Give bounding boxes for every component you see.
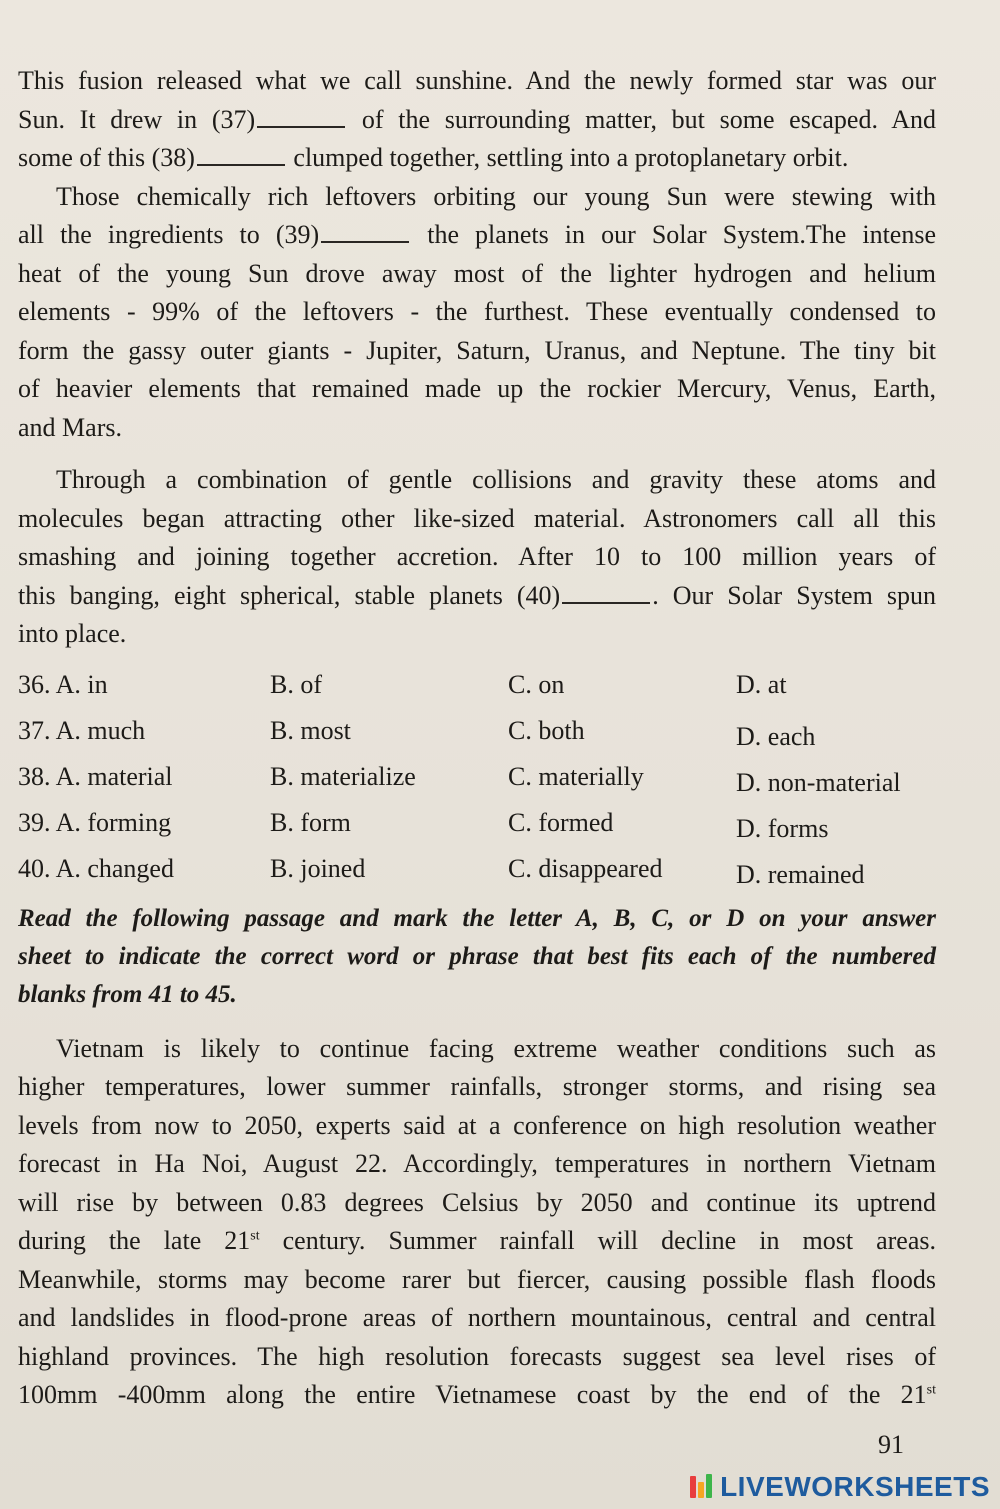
text-line: of heavier elements that remained made up the rockier Mercury, Venus, Earth, [18,374,936,403]
question-number: 36. [18,669,51,699]
text-segment: during the late 21 [18,1226,251,1255]
option-text: A. much [55,715,146,745]
text-line: levels from now to 2050, experts said at a conference on high resolution weather [18,1110,936,1140]
text-segment: of the surrounding matter, but some escaped. And [361,104,937,134]
text-line: This fusion released what we call sunshine. And the newly formed star was our [18,66,936,95]
spacer [18,447,936,461]
question-number: 37. [18,715,51,745]
option-c[interactable]: C. materially [508,761,644,791]
text-segment: century. Summer rainfall will decline in most areas. [259,1226,936,1255]
text-segment: Sun. It drew in (37) [18,104,256,134]
passage-paragraph-1 [18,62,936,178]
blank-38[interactable] [197,142,285,166]
text-line: into place. [18,619,127,648]
answer-options [18,666,936,896]
liveworksheets-logo-icon [690,1474,714,1500]
option-text: A. in [55,669,108,699]
text-line: sheet to indicate the correct word or phrase that best fits each of the numbered [18,942,936,970]
text-line: Read the following passage and mark the letter A, B, C, or D on your answer [18,904,936,932]
text-line: heat of the young Sun drove away most of the lighter hydrogen and helium [18,258,936,288]
option-a[interactable] [18,808,171,838]
text-line: Meanwhile, storms may become rarer but fiercer, causing possible flash floods [18,1264,936,1294]
text-line: Those chemically rich leftovers orbiting our young Sun were stewing with [56,181,936,211]
page-number: 91 [878,1430,904,1459]
option-d[interactable]: D. at [736,669,787,699]
option-b[interactable]: B. materialize [270,761,416,791]
superscript: st [926,1382,936,1398]
liveworksheets-logo[interactable] [690,1470,990,1504]
text-line: smashing and joining together accretion. After 10 to 100 million years of [18,542,936,571]
text-segment: . Our Solar System spun [652,580,936,610]
text-line: form the gassy outer giants - Jupiter, Saturn, Uranus, and Neptune. The tiny bit [18,335,936,365]
blank-39[interactable] [321,219,409,243]
text-line: forecast in Ha Noi, August 22. Accordingly, temperatures in northern Vietnam [18,1149,936,1178]
option-b[interactable]: B. joined [270,853,366,883]
instruction-text [18,900,936,1014]
option-d[interactable]: D. each [736,721,816,751]
option-a[interactable] [18,762,173,792]
option-d[interactable]: D. non-material [736,767,901,797]
option-b[interactable]: B. most [270,715,351,745]
blank-40[interactable] [562,580,650,604]
option-text: A. material [55,761,173,791]
blank-37[interactable] [257,104,345,128]
text-line: Vietnam is likely to continue facing extreme weather conditions such as [56,1033,936,1063]
text-line [18,577,936,616]
text-segment: 100mm -400mm along the entire Vietnamese coast by the end of the 21 [18,1380,927,1409]
text-line [18,101,936,140]
option-c[interactable]: C. disappeared [508,853,663,883]
text-line: highland provinces. The high resolution forecasts suggest sea level rises of [18,1341,936,1371]
question-number: 39. [18,807,51,837]
text-line [18,216,936,255]
option-a[interactable] [18,670,108,700]
logo-text: LIVEWORKSHEETS [720,1471,990,1502]
passage-2 [18,1030,936,1415]
option-a[interactable] [18,716,145,746]
text-segment: some of this (38) [18,143,195,172]
question-number: 38. [18,761,51,791]
question-row-37 [18,712,936,758]
text-line: Through a combination of gentle collisions and gravity these atoms and [56,465,936,494]
option-c[interactable]: C. both [508,715,585,745]
option-c[interactable]: C. on [508,669,565,699]
option-c[interactable]: C. formed [508,807,614,837]
option-text: A. changed [55,853,174,883]
text-line: molecules began attracting other like-sized material. Astronomers call all this [18,503,936,533]
question-row-39 [18,804,936,850]
text-line [18,1376,936,1415]
option-d[interactable]: D. remained [736,859,865,889]
text-line [18,1222,936,1261]
question-number: 40. [18,853,51,883]
option-a[interactable] [18,854,174,884]
superscript: st [250,1228,260,1244]
text-line [18,139,936,178]
text-segment: this banging, eight spherical, stable planets (40) [18,580,561,610]
question-row-40 [18,850,936,896]
text-line: and Mars. [18,412,122,442]
text-line: higher temperatures, lower summer rainfalls, stronger storms, and rising sea [18,1072,936,1101]
passage-paragraph-3 [18,461,936,654]
option-text: A. forming [55,807,172,837]
question-row-36 [18,666,936,712]
text-segment: the planets in our Solar System.The intense [427,220,936,249]
passage-paragraph-2 [18,178,936,448]
text-line: elements - 99% of the leftovers - the furthest. These eventually condensed to [18,297,936,326]
page-content [18,62,936,1415]
option-b[interactable]: B. of [270,669,322,699]
text-line: and landslides in flood-prone areas of northern mountainous, central and central [18,1303,936,1332]
question-row-38 [18,758,936,804]
text-line: will rise by between 0.83 degrees Celsius by 2050 and continue its uptrend [18,1187,936,1217]
text-line: blanks from 41 to 45. [18,980,237,1008]
option-b[interactable]: B. form [270,807,351,837]
option-d[interactable]: D. forms [736,813,829,843]
text-segment: clumped together, settling into a protoplanetary orbit. [293,143,849,172]
text-segment: all the ingredients to (39) [18,220,320,249]
